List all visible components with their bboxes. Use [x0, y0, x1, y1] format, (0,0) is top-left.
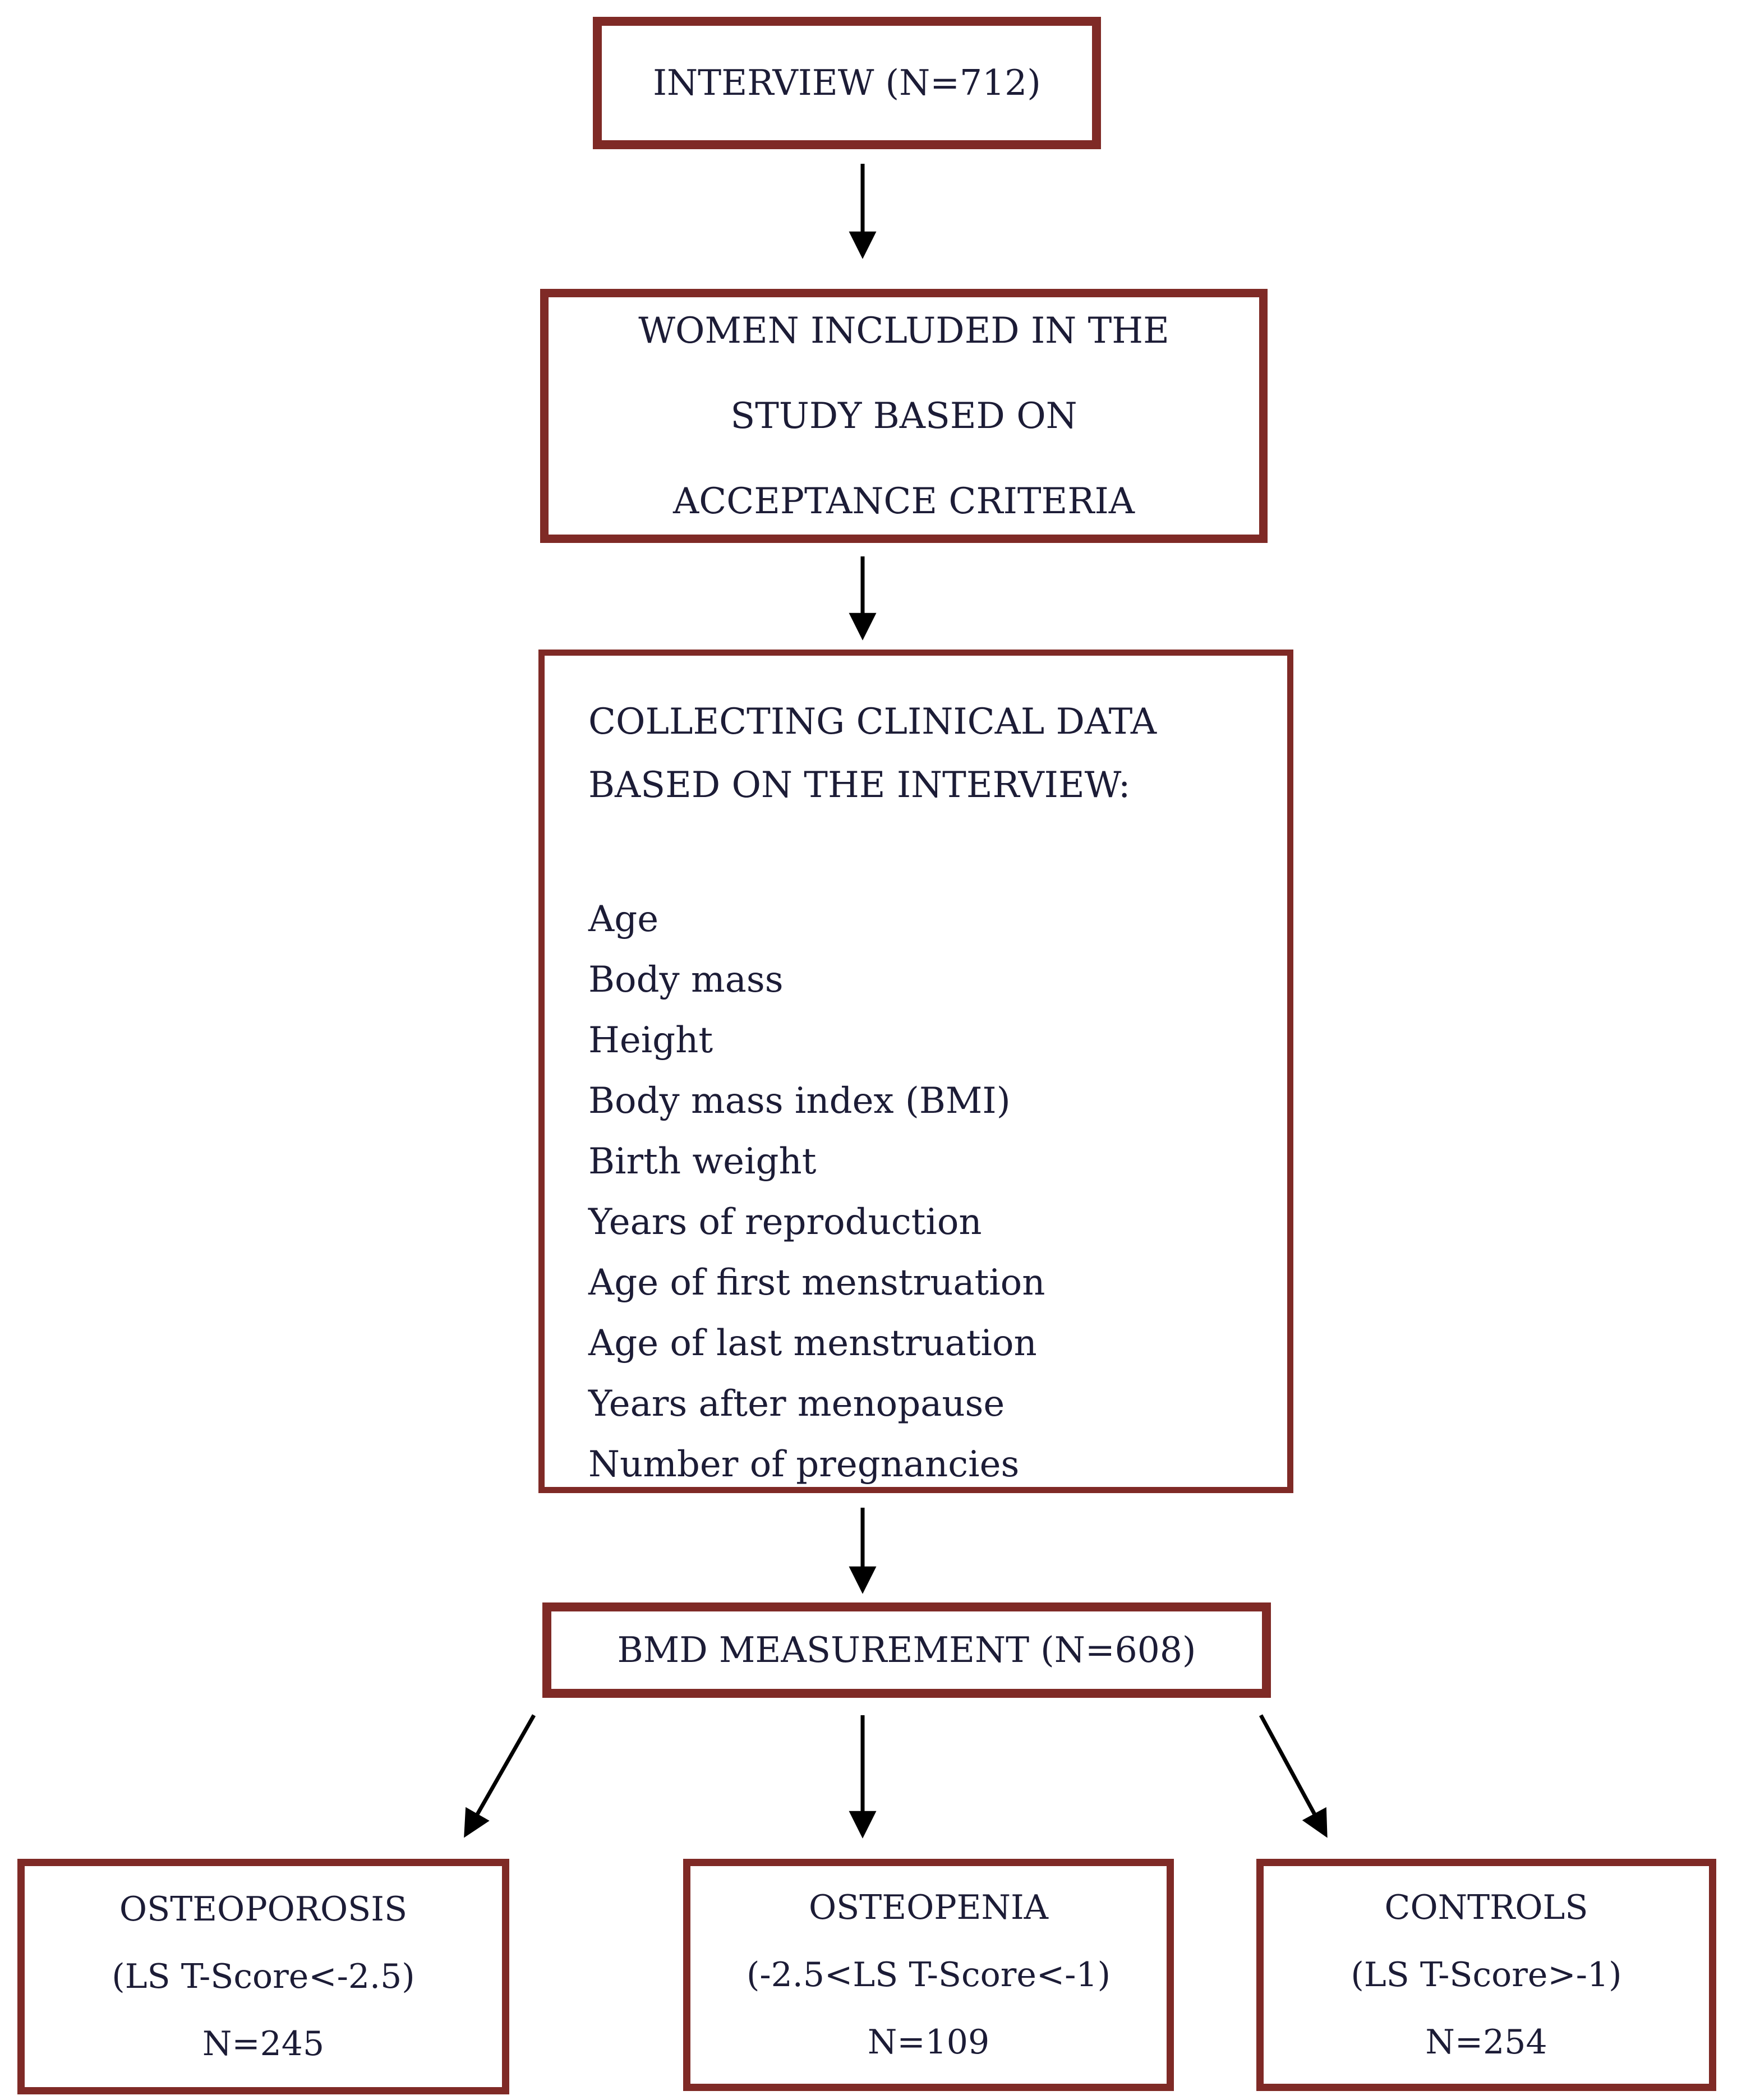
node-women-included-line: ACCEPTANCE CRITERIA — [673, 480, 1135, 522]
collecting-heading — [588, 690, 1157, 817]
node-controls — [1256, 1859, 1716, 2091]
node-women-included-line: WOMEN INCLUDED IN THE — [638, 310, 1169, 352]
node-interview — [593, 17, 1101, 149]
node-bmd-measurement — [542, 1602, 1271, 1698]
arrow-bmd-to-osteoporosis-icon — [467, 1715, 534, 1833]
collecting-heading-line: COLLECTING CLINICAL DATA — [588, 701, 1157, 743]
list-item: Birth weight — [588, 1141, 817, 1182]
arrow-bmd-to-controls-icon — [1261, 1715, 1325, 1833]
node-collecting-clinical-data — [538, 650, 1293, 1493]
list-item: Years of reproduction — [588, 1201, 982, 1243]
node-women-included-line: STUDY BASED ON — [730, 395, 1077, 437]
node-osteoporosis-criteria: (LS T-Score<-2.5) — [112, 1957, 415, 1996]
node-controls-count: N=254 — [1425, 2023, 1547, 2062]
collecting-heading-line: BASED ON THE INTERVIEW: — [588, 765, 1131, 806]
list-item: Body mass — [588, 959, 784, 1001]
node-interview-label: INTERVIEW (N=712) — [653, 62, 1041, 104]
collecting-items-list — [588, 889, 1045, 1495]
list-item: Years after menopause — [588, 1383, 1005, 1425]
list-item: Age of last menstruation — [588, 1323, 1037, 1364]
node-osteoporosis-count: N=245 — [202, 2024, 325, 2064]
node-osteopenia-title: OSTEOPENIA — [808, 1888, 1048, 1927]
node-bmd-measurement-label: BMD MEASUREMENT (N=608) — [617, 1629, 1196, 1671]
node-osteoporosis — [17, 1859, 509, 2094]
list-item: Age of first menstruation — [588, 1262, 1045, 1304]
node-osteopenia-criteria: (-2.5<LS T-Score<-1) — [746, 1955, 1111, 1995]
list-item: Age — [588, 899, 659, 940]
node-women-included — [540, 289, 1268, 543]
node-osteoporosis-title: OSTEOPOROSIS — [119, 1890, 408, 1929]
list-item: Body mass index (BMI) — [588, 1080, 1011, 1122]
node-osteopenia-count: N=109 — [867, 2023, 990, 2062]
node-osteopenia — [683, 1859, 1174, 2091]
node-controls-criteria: (LS T-Score>-1) — [1351, 1955, 1622, 1995]
node-controls-title: CONTROLS — [1384, 1888, 1588, 1927]
list-item: Height — [588, 1020, 713, 1061]
list-item: Number of pregnancies — [588, 1444, 1020, 1485]
